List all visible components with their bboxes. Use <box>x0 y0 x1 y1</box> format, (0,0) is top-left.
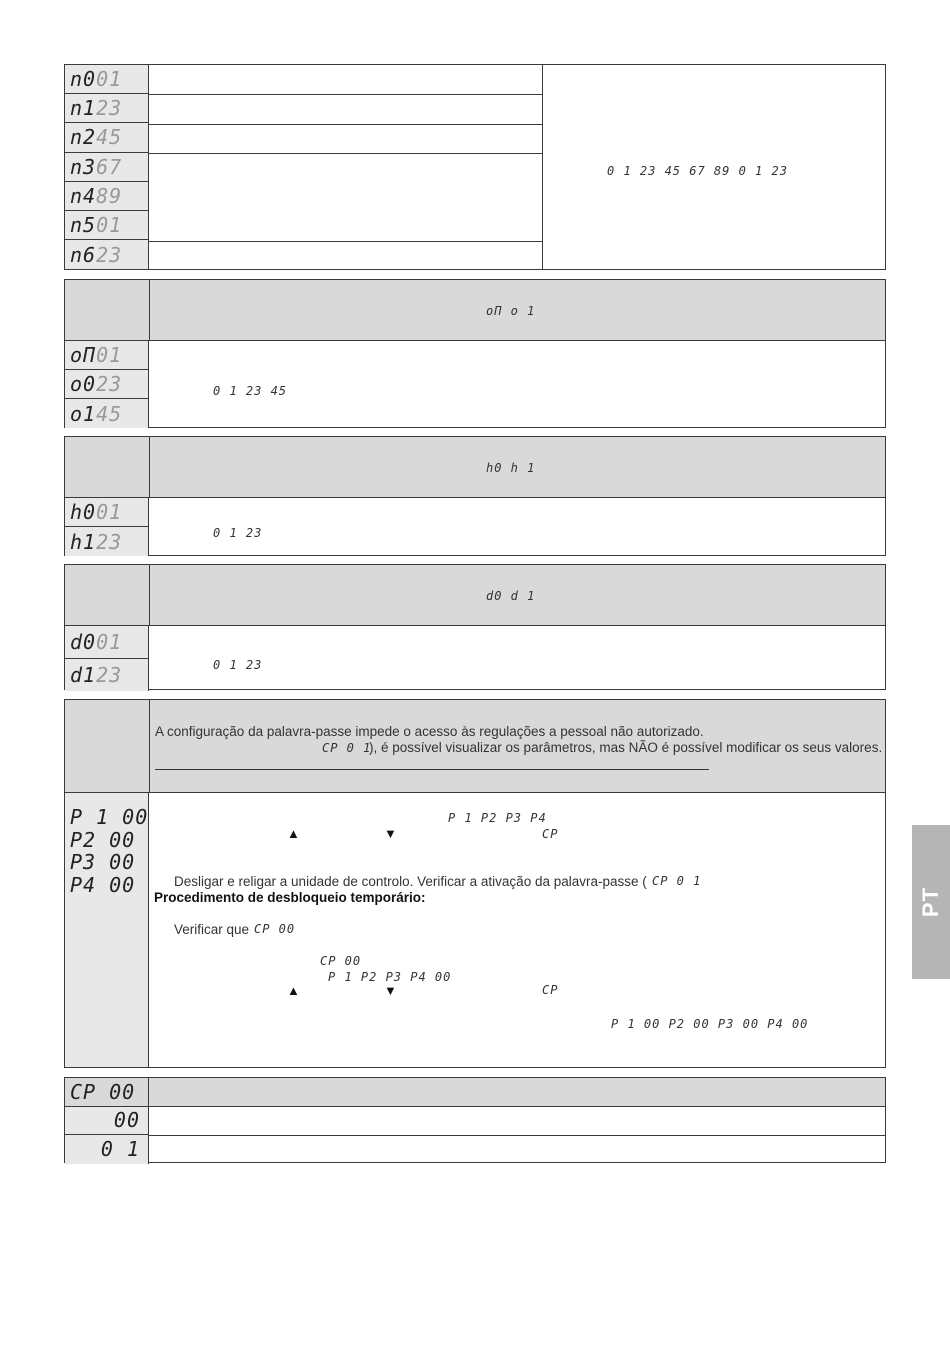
password-code: P2 00 <box>70 827 136 852</box>
table-1 <box>64 64 886 270</box>
table-5-header <box>65 700 885 793</box>
password-cp-code: CP 0 1 <box>322 741 372 755</box>
code-value: 23 <box>96 242 123 267</box>
display-code <box>70 663 122 687</box>
code-prefix: o0 <box>70 372 97 396</box>
code-cell <box>65 240 149 269</box>
row-divider <box>149 153 542 154</box>
arrow-up-icon: ▲ <box>287 826 300 841</box>
cp-label: CP <box>542 827 559 841</box>
arrow-down-icon: ▼ <box>384 826 397 841</box>
password-intro: A configuração da palavra-passe impede o acesso às regulações a pessoal não autorizado. <box>155 724 704 739</box>
display-code <box>70 372 122 396</box>
restart-cp-code: CP 0 1 <box>652 874 702 888</box>
display-code <box>70 530 122 554</box>
table-1-sequence: 0 1 23 45 67 89 0 1 23 <box>607 164 788 178</box>
code-prefix: n1 <box>70 96 97 121</box>
p-sequence: P 1 P2 P3 P4 <box>448 811 547 825</box>
code-cell <box>65 153 149 182</box>
code-value: 89 <box>96 183 123 208</box>
cp-option-cell <box>65 1107 149 1136</box>
code-value: 67 <box>96 154 123 179</box>
cp-label-2: CP <box>542 983 559 997</box>
code-value: 23 <box>96 662 123 687</box>
verify-cp-code: CP 00 <box>254 922 296 936</box>
display-code <box>70 96 122 120</box>
code-value: 45 <box>96 125 123 150</box>
password-code: P3 00 <box>70 850 136 874</box>
code-prefix: h0 <box>70 500 97 524</box>
row-divider <box>149 241 542 242</box>
table-5 <box>64 699 886 1068</box>
language-tab <box>912 825 950 979</box>
restart-instruction: Desligar e religar a unidade de controlo. Verificar a ativação da palavra-passe ( <box>174 874 647 889</box>
code-value: 01 <box>96 629 123 654</box>
code-cell <box>65 65 149 94</box>
code-prefix: d0 <box>70 629 97 654</box>
code-prefix: n0 <box>70 67 97 92</box>
cp00-code: CP 00 <box>320 954 362 968</box>
display-code <box>70 155 122 179</box>
code-value: 01 <box>96 343 123 367</box>
cp-option-code: CP 00 <box>70 1079 136 1104</box>
cp-option-cell <box>65 1135 149 1164</box>
password-code: P 1 00 <box>70 805 149 829</box>
arrow-down-icon-2: ▼ <box>384 983 397 998</box>
table-4-header-codes: d0 d 1 <box>486 589 536 603</box>
table-6 <box>64 1077 886 1163</box>
p-sequence-00: P 1 P2 P3 P4 00 <box>328 970 452 984</box>
display-code <box>70 213 122 237</box>
table-3-header <box>65 437 885 498</box>
table-1-right-cell <box>542 65 543 269</box>
code-value: 45 <box>96 401 123 426</box>
cp-option-code: 0 1 <box>100 1137 140 1162</box>
table-2 <box>64 279 886 428</box>
code-prefix: n5 <box>70 213 97 238</box>
table-4-desc-seq: 0 1 23 <box>213 658 263 672</box>
row-divider <box>149 1135 885 1136</box>
code-cell <box>65 182 149 211</box>
final-sequence: P 1 00 P2 00 P3 00 P4 00 <box>611 1017 809 1031</box>
password-intro-2: ), é possível visualizar os parâmetros, mas NÃO é possível modificar os seus valores. <box>369 740 883 755</box>
display-code <box>70 184 122 208</box>
language-tab-label: PT <box>918 886 943 918</box>
code-value: 23 <box>96 96 123 121</box>
code-cell <box>65 123 149 152</box>
code-prefix: d1 <box>70 662 97 687</box>
table-3-desc-seq: 0 1 23 <box>213 526 263 540</box>
display-code <box>70 125 122 149</box>
code-cell <box>65 659 149 692</box>
code-value: 01 <box>96 67 123 92</box>
code-prefix: oΠ <box>70 343 97 367</box>
table-2-desc-seq: 0 1 23 45 <box>213 384 288 398</box>
table-6-header <box>65 1078 885 1107</box>
unlock-title: Procedimento de desbloqueio temporário: <box>154 890 426 905</box>
code-prefix: n3 <box>70 154 97 179</box>
code-value: 23 <box>96 372 123 396</box>
header-underline <box>155 769 709 770</box>
code-prefix: h1 <box>70 529 97 554</box>
code-cell <box>65 527 149 556</box>
display-code <box>70 67 122 91</box>
display-code <box>70 402 122 426</box>
row-divider <box>149 94 542 95</box>
table-2-header <box>65 280 885 341</box>
display-code <box>70 243 122 267</box>
code-value: 23 <box>96 529 123 554</box>
table-3-header-codes: h0 h 1 <box>486 461 536 475</box>
code-cell <box>65 498 149 527</box>
arrow-up-icon-2: ▲ <box>287 983 300 998</box>
code-prefix: n2 <box>70 125 97 150</box>
table-4-header <box>65 565 885 626</box>
code-cell <box>65 370 149 399</box>
table-4 <box>64 564 886 690</box>
display-code <box>70 500 122 524</box>
code-cell <box>65 94 149 123</box>
cp-option-cell <box>65 1078 149 1107</box>
password-code: P4 00 <box>70 872 136 897</box>
code-value: 01 <box>96 213 123 238</box>
code-value: 01 <box>96 500 123 524</box>
code-cell <box>65 626 149 659</box>
code-prefix: n4 <box>70 183 97 208</box>
code-cell <box>65 341 149 370</box>
code-prefix: n6 <box>70 242 97 267</box>
verify-label: Verificar que <box>174 922 250 937</box>
table-3 <box>64 436 886 556</box>
row-divider <box>149 124 542 125</box>
cp-option-code: 00 <box>113 1108 140 1133</box>
display-code <box>70 630 122 654</box>
code-cell <box>65 399 149 428</box>
code-cell <box>65 211 149 240</box>
password-codes-cell <box>65 793 149 1067</box>
table-2-header-codes: oΠ o 1 <box>486 304 536 318</box>
display-code <box>70 343 122 367</box>
code-prefix: o1 <box>70 401 97 426</box>
